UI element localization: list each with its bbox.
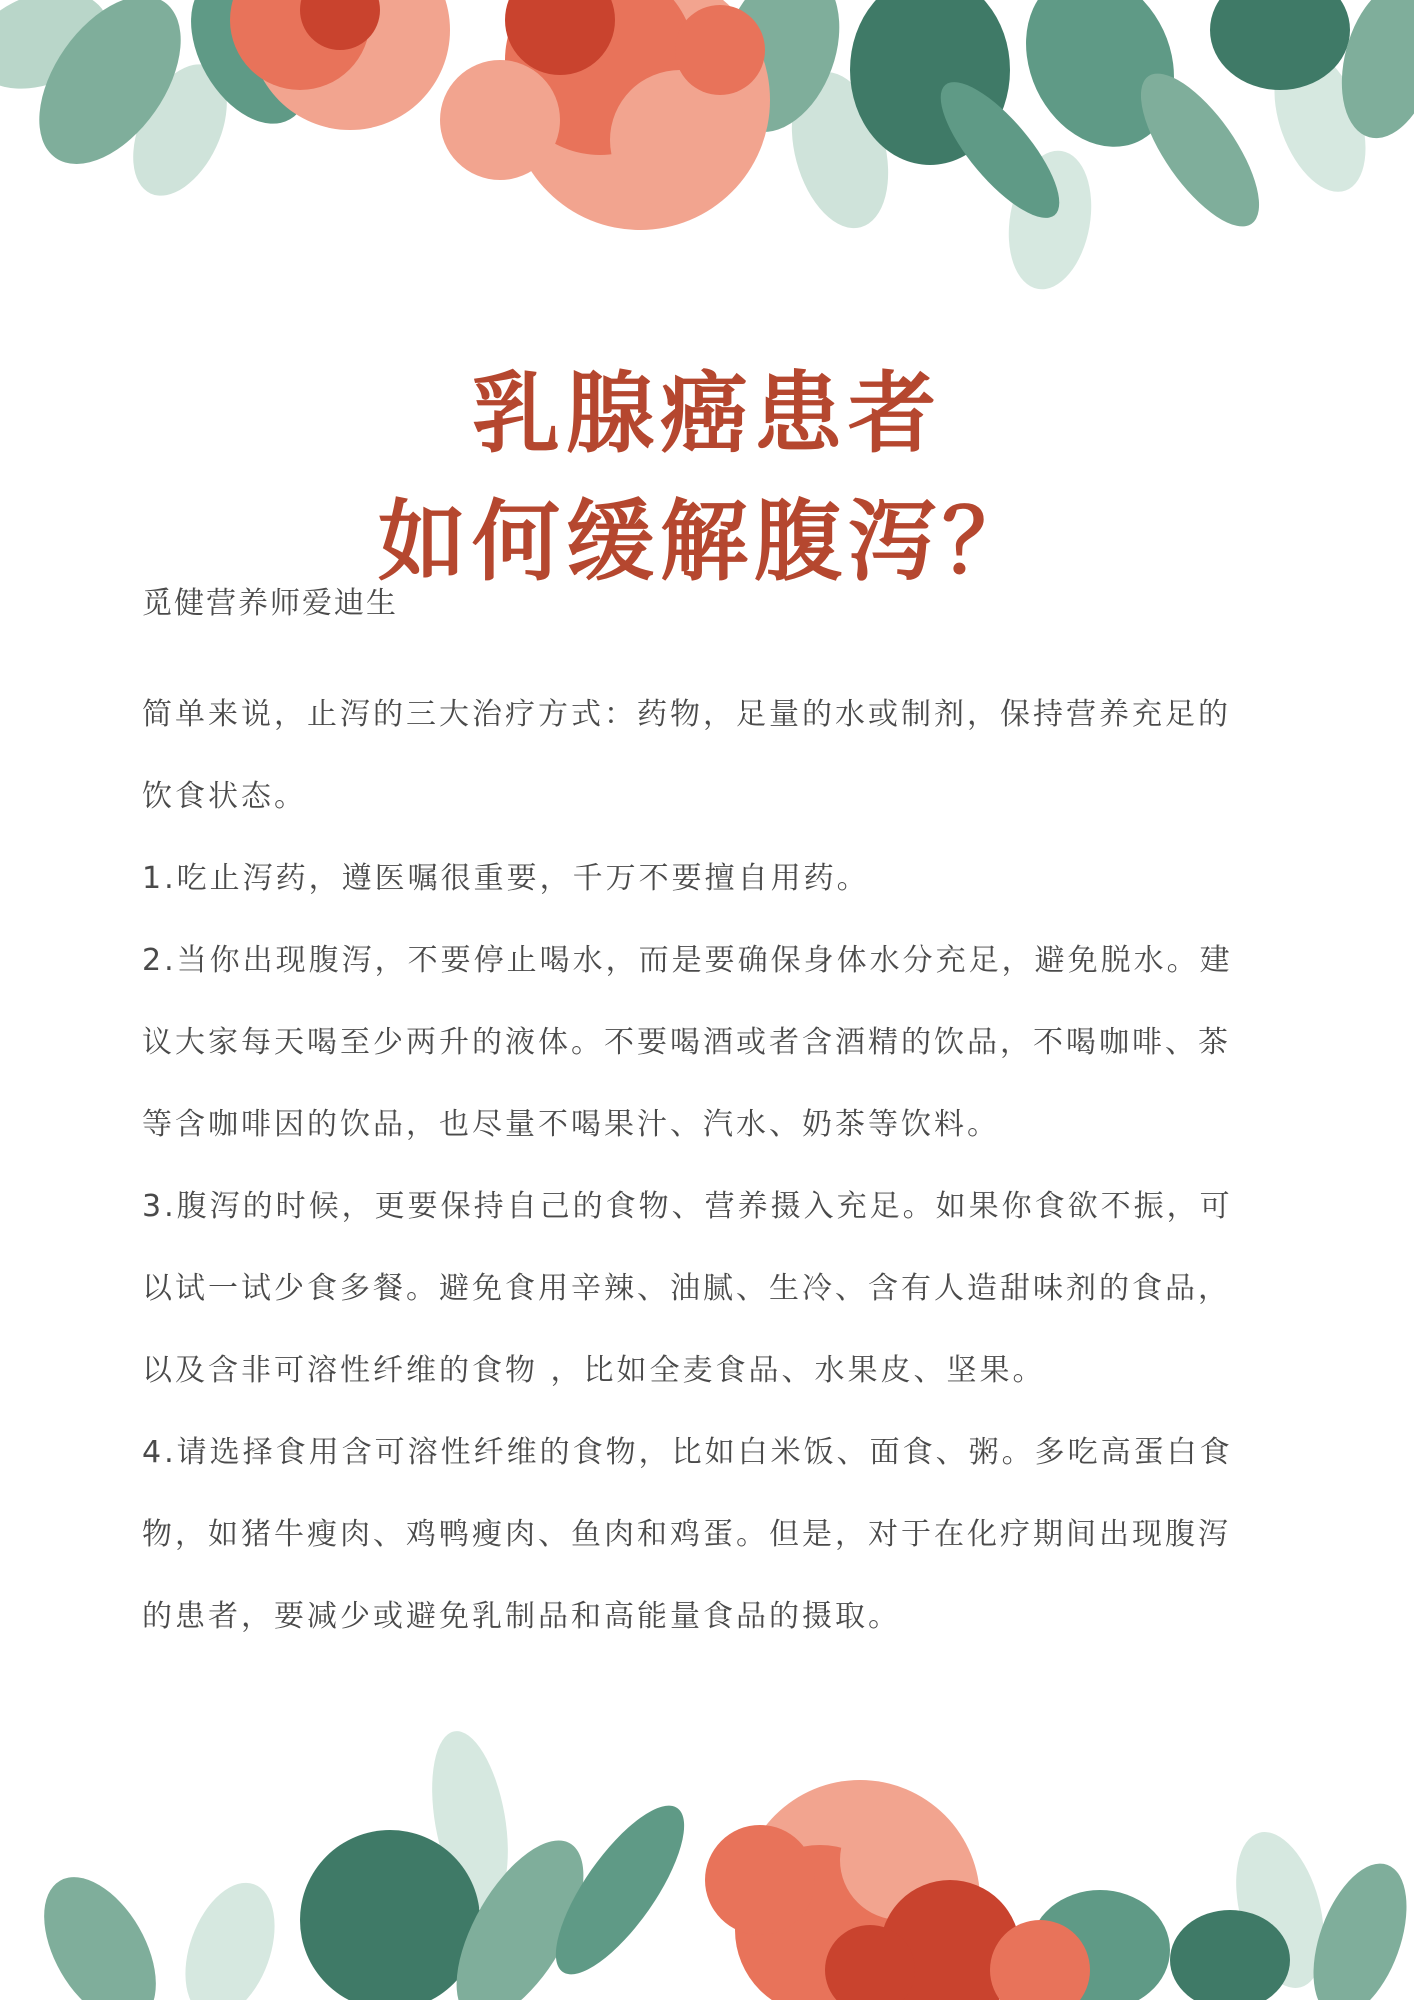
title-line-2: 如何缓解腹泻？ [377,488,1036,593]
paragraph-point-3: 3.腹泻的时候，更要保持自己的食物、营养摄入充足。如果你食欲不振，可以试一试少食多餐。避免食用辛辣、油腻、生冷、含有人造甜味剂的食品，以及含非可溶性纤维的食物 ，比如全麦食品、水果皮、坚果。 [142,1189,1233,1388]
paragraph-point-1: 1.吃止泻药，遵医嘱很重要，千万不要擅自用药。 [142,861,870,896]
article-body [142,580,1262,1658]
paragraph-intro: 简单来说，止泻的三大治疗方式：药物，足量的水或制剂，保持营养充足的饮食状态。 [142,697,1231,814]
bottom-floral-decoration [0,1720,1414,2000]
paragraph-point-2: 2.当你出现腹泻，不要停止喝水，而是要确保身体水分充足，避免脱水。建议大家每天喝至少两升的液体。不要喝酒或者含酒精的饮品，不喝咖啡、茶等含咖啡因的饮品，也尽量不喝果汁、汽水、奶茶等饮料。 [142,943,1233,1142]
paragraph-point-4: 4.请选择食用含可溶性纤维的食物，比如白米饭、面食、粥。多吃高蛋白食物，如猪牛瘦肉、鸡鸭瘦肉、鱼肉和鸡蛋。但是，对于在化疗期间出现腹泻的患者，要减少或避免乳制品和高能量食品的摄取。 [142,1435,1233,1634]
top-floral-decoration [0,0,1414,300]
title-line-1: 乳腺癌患者 [471,360,942,465]
page-title [0,349,1414,605]
author-byline: 觅健营养师爱迪生 [142,586,398,621]
